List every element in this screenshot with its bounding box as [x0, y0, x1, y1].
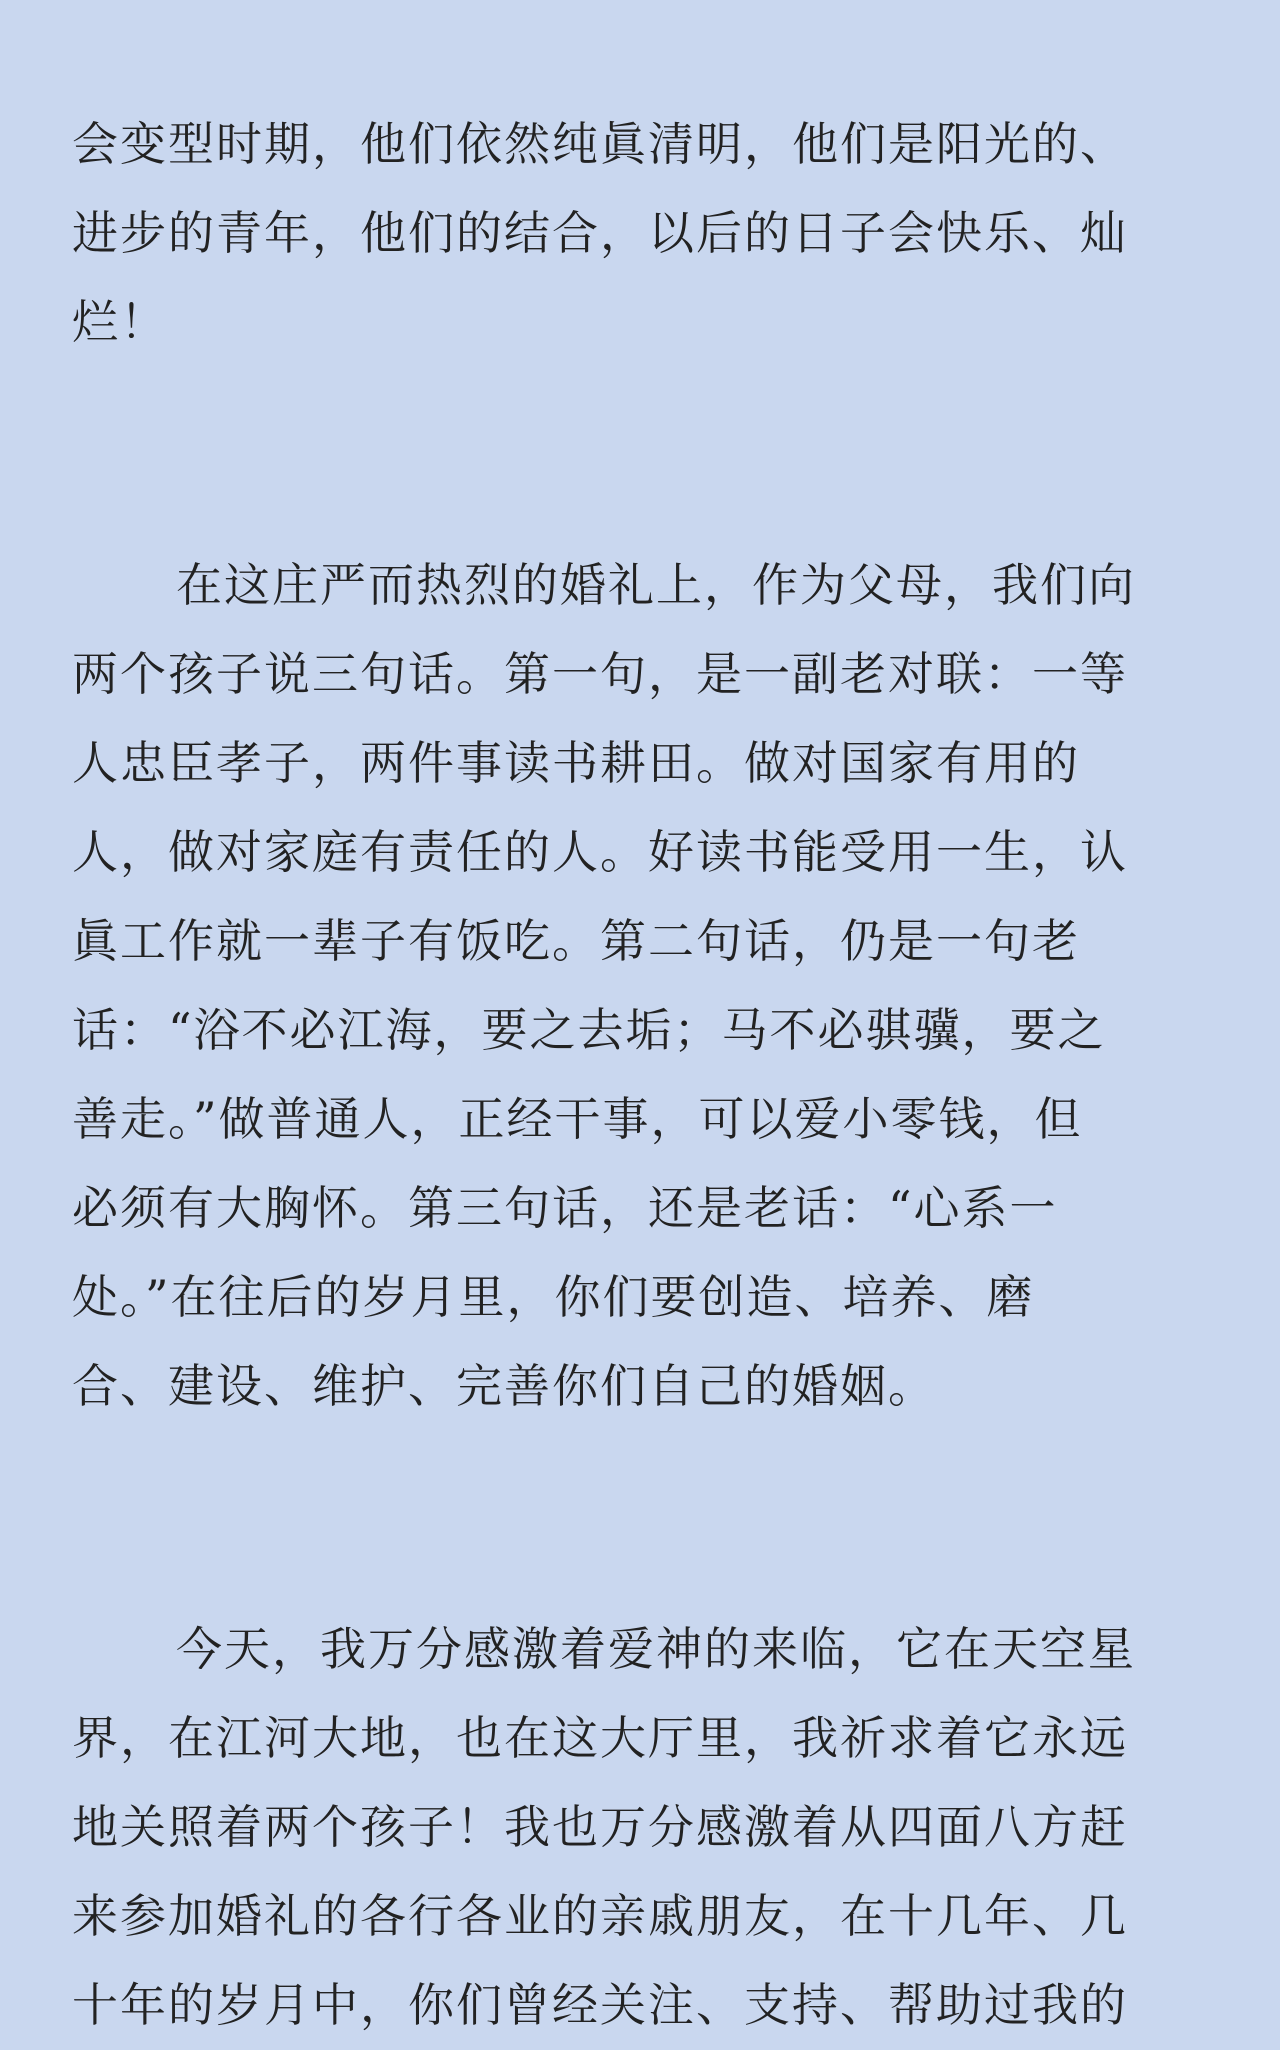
- paragraph-3: [72, 1605, 1208, 2050]
- text-line: 地关照着两个孩子！我也万分感激着从四面八方赶: [72, 1800, 1128, 1854]
- text-line: 来参加婚礼的各行各业的亲戚朋友，在十几年、几: [72, 1889, 1128, 1943]
- text-line: 十年的岁月中，你们曾经关注、支持、帮助过我的: [72, 1978, 1128, 2032]
- text-line: 必须有大胸怀。第三句话，还是老话：“心系一: [72, 1181, 1058, 1235]
- text-line: 进步的青年，他们的结合，以后的日子会快乐、灿: [72, 206, 1128, 260]
- paragraph-1: [72, 0, 1208, 367]
- text-line: 合、建设、维护、完善你们自己的婚姻。: [72, 1359, 936, 1413]
- text-line: 界，在江河大地，也在这大厅里，我祈求着它永远: [72, 1711, 1128, 1765]
- text-line: 话：“浴不必江海，要之去垢；马不必骐骥，要之: [72, 1003, 1106, 1057]
- paragraph-2: [72, 541, 1208, 1431]
- text-line: 在这庄严而热烈的婚礼上，作为父母，我们向: [176, 558, 1136, 612]
- text-line: 眞工作就一辈子有饭吃。第二句话，仍是一句老: [72, 914, 1080, 968]
- text-line: 烂！: [72, 295, 168, 349]
- text-line: 人，做对家庭有责任的人。好读书能受用一生，认: [72, 825, 1128, 879]
- text-line: 善走。”做普通人，正经干事，可以爱小零钱，但: [72, 1092, 1083, 1146]
- text-line: 会变型时期，他们依然纯眞清明，他们是阳光的、: [72, 117, 1128, 171]
- text-line: 人忠臣孝子，两件事读书耕田。做对国家有用的: [72, 736, 1080, 790]
- text-line: 今天，我万分感激着爱神的来临，它在天空星: [176, 1622, 1136, 1676]
- text-line: 处。”在往后的岁月里，你们要创造、培养、磨: [72, 1270, 1035, 1324]
- text-line: 两个孩子说三句话。第一句，是一副老对联：一等: [72, 647, 1128, 701]
